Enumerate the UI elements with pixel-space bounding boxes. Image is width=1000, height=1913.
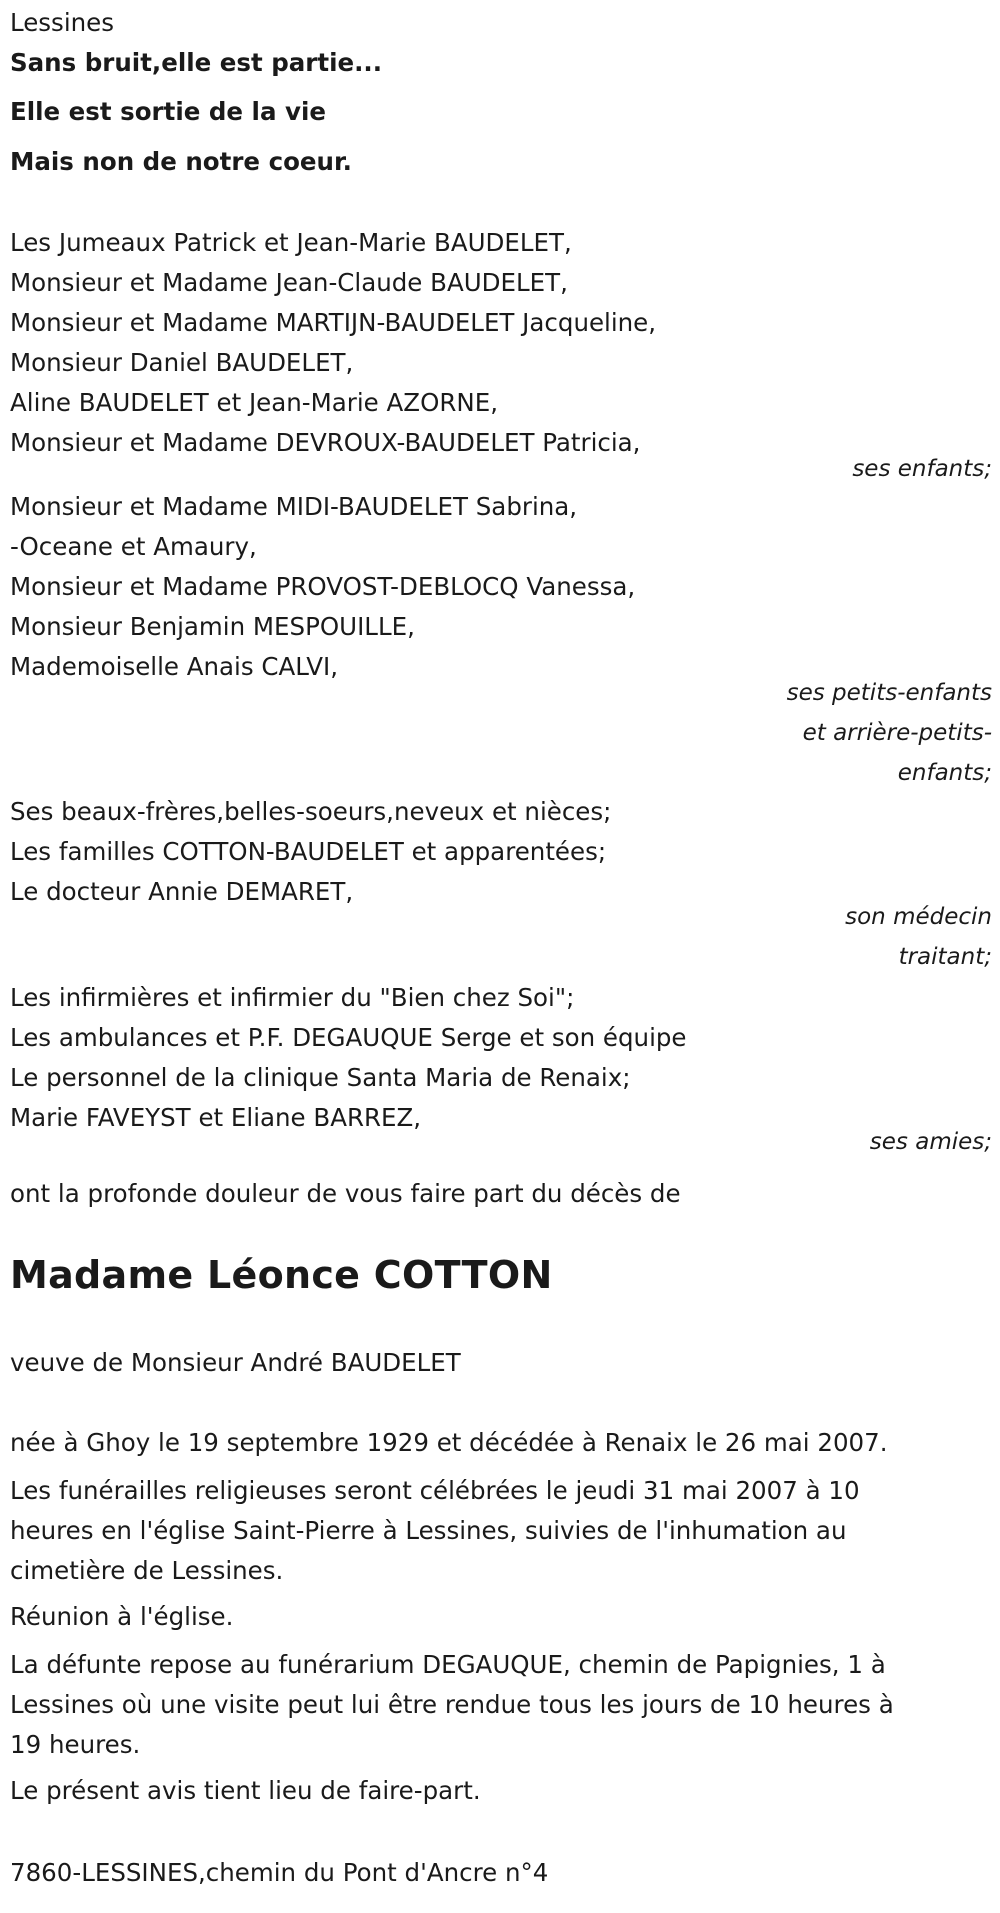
- rest-text: [10, 1645, 894, 1765]
- family-line: Marie FAVEYST et Eliane BARREZ,: [10, 1103, 422, 1132]
- relation-friends: [870, 1122, 992, 1162]
- deceased-name: Madame Léonce COTTON: [10, 1253, 553, 1297]
- funeral-line: heures en l'église Saint-Pierre à Lessines, suivies de l'inhumation au: [10, 1516, 847, 1545]
- family-line: Monsieur et Madame DEVROUX-BAUDELET Patricia,: [10, 428, 641, 457]
- family-line: Monsieur et Madame MIDI-BAUDELET Sabrina,: [10, 492, 578, 521]
- verse-line-2: Elle est sortie de la vie: [10, 97, 326, 126]
- relation-line: enfants;: [897, 760, 992, 786]
- verse-line-1: Sans bruit,elle est partie...: [10, 48, 383, 77]
- family-line: Le docteur Annie DEMARET,: [10, 877, 354, 906]
- family-line: Ses beaux-frères,belles-soeurs,neveux et nièces;: [10, 797, 612, 826]
- family-group-extended: [10, 792, 611, 912]
- rest-line: Lessines où une visite peut lui être rendue tous les jours de 10 heures à: [10, 1690, 894, 1719]
- announcement-text: ont la profonde douleur de vous faire part du décès de: [10, 1179, 681, 1208]
- relation-line: ses enfants;: [852, 456, 992, 482]
- family-line: Monsieur Daniel BAUDELET,: [10, 348, 354, 377]
- rest-line: 19 heures.: [10, 1730, 141, 1759]
- funeral-line: Les funérailles religieuses seront célébrées le jeudi 31 mai 2007 à 10: [10, 1476, 860, 1505]
- widow-of-text: veuve de Monsieur André BAUDELET: [10, 1348, 461, 1377]
- family-line: Les ambulances et P.F. DEGAUQUE Serge et son équipe: [10, 1023, 687, 1052]
- place-name: Lessines: [10, 8, 114, 37]
- relation-line: et arrière-petits-: [802, 720, 992, 746]
- family-line: Monsieur et Madame Jean-Claude BAUDELET,: [10, 268, 568, 297]
- address-text: 7860-LESSINES,chemin du Pont d'Ancre n°4: [10, 1858, 549, 1887]
- family-line: Aline BAUDELET et Jean-Marie AZORNE,: [10, 388, 498, 417]
- family-group-children: [10, 223, 656, 463]
- birth-death-text: née à Ghoy le 19 septembre 1929 et décédée à Renaix le 26 mai 2007.: [10, 1428, 888, 1457]
- relation-children: [852, 449, 992, 489]
- family-group-grandchildren: [10, 487, 635, 687]
- relation-line: ses petits-enfants: [786, 680, 992, 706]
- family-line: Monsieur et Madame MARTIJN-BAUDELET Jacqueline,: [10, 308, 657, 337]
- relation-doctor: [845, 897, 992, 977]
- family-line: -Oceane et Amaury,: [10, 532, 257, 561]
- family-line: Monsieur Benjamin MESPOUILLE,: [10, 612, 415, 641]
- family-line: Les Jumeaux Patrick et Jean-Marie BAUDELET,: [10, 228, 572, 257]
- verse-line-3: Mais non de notre coeur.: [10, 147, 352, 176]
- relation-grandchildren: [787, 673, 992, 793]
- family-line: Les infirmières et infirmier du "Bien chez Soi";: [10, 983, 575, 1012]
- relation-line: traitant;: [898, 944, 992, 970]
- funeral-text: [10, 1471, 860, 1591]
- relation-line: ses amies;: [869, 1129, 992, 1155]
- meeting-text: Réunion à l'église.: [10, 1602, 234, 1631]
- funeral-line: cimetière de Lessines.: [10, 1556, 284, 1585]
- family-line: Les familles COTTON-BAUDELET et apparentées;: [10, 837, 607, 866]
- relation-line: son médecin: [845, 904, 992, 930]
- notice-text: Le présent avis tient lieu de faire-part.: [10, 1776, 481, 1805]
- family-line: Mademoiselle Anais CALVI,: [10, 652, 339, 681]
- family-line: Le personnel de la clinique Santa Maria de Renaix;: [10, 1063, 631, 1092]
- rest-line: La défunte repose au funérarium DEGAUQUE, chemin de Papignies, 1 à: [10, 1650, 886, 1679]
- family-group-friends: [10, 978, 687, 1138]
- family-line: Monsieur et Madame PROVOST-DEBLOCQ Vanessa,: [10, 572, 636, 601]
